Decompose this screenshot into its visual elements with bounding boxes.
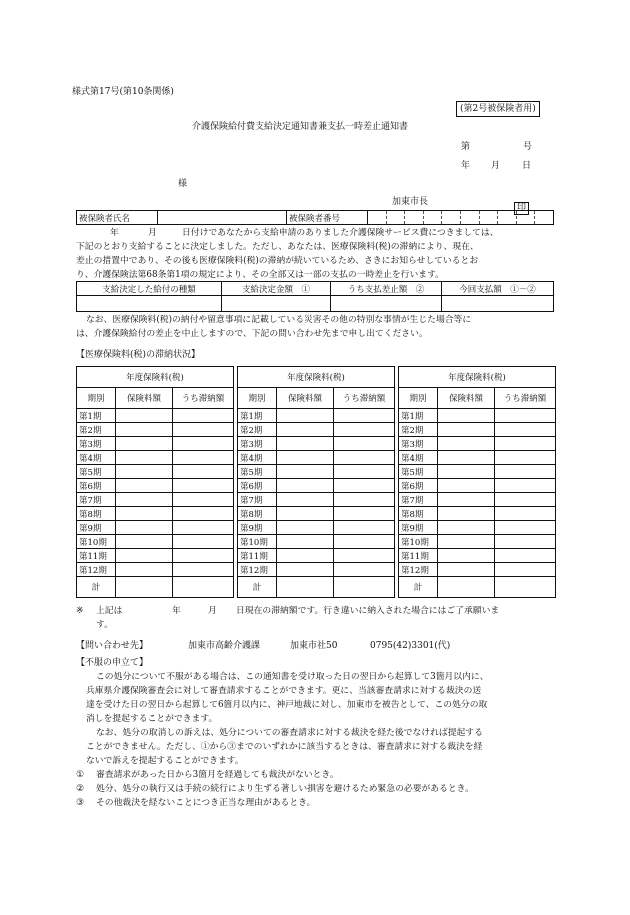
addressee-suffix: 様 xyxy=(178,179,188,189)
period-cell: 第2期 xyxy=(238,423,277,437)
period-cell: 第10期 xyxy=(77,535,116,549)
col-period: 期別 xyxy=(77,388,116,409)
appeal-p1-line: 消しを提起することができます。 xyxy=(86,714,218,724)
period-cell: 第6期 xyxy=(238,479,277,493)
period-cell: 第5期 xyxy=(77,465,116,479)
body1-month: 月 xyxy=(148,228,157,238)
period-cell: 第8期 xyxy=(238,507,277,521)
period-cell: 第7期 xyxy=(238,493,277,507)
period-cell: 第6期 xyxy=(399,479,438,493)
period-cell: 第10期 xyxy=(238,535,277,549)
appeal-p2-line: ことができません。ただし、①から③までのいずれかに該当するときは、審査請求に対する裁決を経 xyxy=(86,742,483,752)
col-premium: 保険料額 xyxy=(116,388,173,409)
inquiry-label: 【問い合わせ先】 xyxy=(76,641,149,651)
payment-header-current: 今回支払額 ①－② xyxy=(442,282,554,296)
form-number: 様式第17号(第10条関係) xyxy=(72,87,174,97)
period-cell: 第8期 xyxy=(77,507,116,521)
note-mark: ※ xyxy=(76,606,84,616)
appeal-item-text: 処分、処分の執行又は手続の続行により生ずる著しい損害を避けるため緊急の必要があるとき。 xyxy=(96,784,474,794)
date-month: 月 xyxy=(491,161,501,171)
payment-cell xyxy=(77,296,222,312)
arrears-block-3 xyxy=(398,366,556,598)
note-text1: 上記は xyxy=(96,606,123,616)
appeal-title: 【不服の申立て】 xyxy=(76,658,149,668)
body2-line2: は、介護保険給付の差止を中止しますので、下記の問い合わせ先まで申し出てください。 xyxy=(76,329,428,339)
insured-table xyxy=(76,210,554,225)
insured-name-cell xyxy=(158,211,287,225)
total-cell: 計 xyxy=(399,577,438,598)
body2-line1: なお、医療保険料(税)の納付や留意事項に記載している災害その他の特別な事情が生じた場合等に xyxy=(86,315,472,325)
arrears-year-header: 年度保険料(税) xyxy=(399,367,556,388)
appeal-p2-line: ないで訴えを提起することができます。 xyxy=(86,756,244,766)
appeal-item-mark: ① xyxy=(76,770,84,780)
appeal-item xyxy=(76,768,556,782)
body1-year: 年 xyxy=(110,228,119,238)
insured-number-cell xyxy=(368,211,554,225)
insured-name-label: 被保険者氏名 xyxy=(77,211,158,225)
body1-text-c: 差止の措置中であり、その後も医療保険料(税)の滞納が続いているため、さきにお知らせしているとお xyxy=(76,256,479,266)
arrears-year-header: 年度保険料(税) xyxy=(238,367,395,388)
arrears-block-2 xyxy=(237,366,395,598)
period-cell: 第1期 xyxy=(77,409,116,423)
date-year: 年 xyxy=(461,161,471,171)
insured-number-label: 被保険者番号 xyxy=(287,211,368,225)
period-cell: 第3期 xyxy=(77,437,116,451)
total-cell: 計 xyxy=(77,577,116,598)
issuer: 加東市長 xyxy=(392,197,429,207)
arrears-tables xyxy=(76,366,556,598)
seal-text: 印 xyxy=(514,202,529,215)
period-cell: 第12期 xyxy=(77,563,116,577)
appeal-item-text: 審査請求があった日から3箇月を経過しても裁決がないとき。 xyxy=(96,770,339,780)
period-cell: 第9期 xyxy=(77,521,116,535)
payment-table xyxy=(76,281,554,312)
period-cell: 第11期 xyxy=(399,549,438,563)
period-cell: 第1期 xyxy=(238,409,277,423)
col-arrears: うち滞納額 xyxy=(334,388,395,409)
doc-no-go: 号 xyxy=(523,142,533,152)
payment-cell xyxy=(222,296,331,312)
appeal-p1-line: 達を受けた日の翌日から起算して6箇月以内に、神戸地裁に対し、加東市を被告として、この処分の取 xyxy=(86,700,488,710)
inquiry-dept: 加東市高齢介護課 xyxy=(188,641,261,651)
period-cell: 第6期 xyxy=(77,479,116,493)
doc-no-dai: 第 xyxy=(461,142,471,152)
arrears-note xyxy=(76,604,556,632)
appeal-body xyxy=(76,670,556,810)
col-arrears: うち滞納額 xyxy=(495,388,556,409)
period-cell: 第3期 xyxy=(399,437,438,451)
appeal-p2-line: なお、処分の取消しの訴えは、処分についての審査請求に対する裁決を経た後でなければ提起する xyxy=(96,728,483,738)
period-cell: 第12期 xyxy=(399,563,438,577)
appeal-item xyxy=(76,782,556,796)
period-cell: 第8期 xyxy=(399,507,438,521)
document-title: 介護保険給付費支給決定通知書兼支払一時差止通知書 xyxy=(192,122,409,132)
period-cell: 第9期 xyxy=(399,521,438,535)
payment-header-kind: 支給決定した給付の種類 xyxy=(77,282,222,296)
arrears-block-1 xyxy=(76,366,234,598)
period-cell: 第4期 xyxy=(399,451,438,465)
note-year: 年 xyxy=(172,606,181,616)
note-month: 月 xyxy=(208,606,217,616)
period-cell: 第7期 xyxy=(77,493,116,507)
period-cell: 第11期 xyxy=(77,549,116,563)
arrears-year-header: 年度保険料(税) xyxy=(77,367,234,388)
body-paragraph-2 xyxy=(76,313,556,341)
period-cell: 第4期 xyxy=(77,451,116,465)
period-cell: 第10期 xyxy=(399,535,438,549)
note-text3: す。 xyxy=(96,620,113,630)
period-cell: 第11期 xyxy=(238,549,277,563)
period-cell: 第12期 xyxy=(238,563,277,577)
period-cell: 第3期 xyxy=(238,437,277,451)
target-label: (第2号被保険者用) xyxy=(456,101,540,117)
col-premium: 保険料額 xyxy=(277,388,334,409)
period-cell: 第5期 xyxy=(238,465,277,479)
appeal-item-mark: ② xyxy=(76,784,84,794)
body1-text-d: り、介護保険法第68条第1項の規定により、その全部又は一部の支払の一時差止を行います。 xyxy=(76,270,444,280)
col-period: 期別 xyxy=(238,388,277,409)
col-premium: 保険料額 xyxy=(438,388,495,409)
period-cell: 第2期 xyxy=(77,423,116,437)
arrears-title: 【医療保険料(税)の滞納状況】 xyxy=(76,350,201,360)
date-day: 日 xyxy=(522,161,532,171)
body1-text-b: 下記のとおり支給することに決定しました。ただし、あなたは、医療保険料(税)の滞納により、現在、 xyxy=(76,242,479,252)
appeal-item xyxy=(76,796,556,810)
period-cell: 第9期 xyxy=(238,521,277,535)
appeal-p1-line: この処分について不服がある場合は、この通知書を受け取った日の翌日から起算して3箇月以内に、 xyxy=(96,672,489,682)
body1-text-a: 日付けであなたから支給申請のありました介護保険サービス費につきましては、 xyxy=(182,228,499,238)
period-cell: 第4期 xyxy=(238,451,277,465)
col-arrears: うち滞納額 xyxy=(173,388,234,409)
payment-header-withheld: うち支払差止額 ② xyxy=(331,282,442,296)
total-cell: 計 xyxy=(238,577,277,598)
inquiry-phone: 0795(42)3301(代) xyxy=(370,641,451,651)
appeal-p1-line: 兵庫県介護保険審査会に対して審査請求することができます。更に、当該審査請求に対する裁決の送 xyxy=(86,686,482,696)
period-cell: 第1期 xyxy=(399,409,438,423)
inquiry-address: 加東市社50 xyxy=(290,641,338,651)
appeal-item-text: その他裁決を経ないことにつき正当な理由があるとき。 xyxy=(96,798,316,808)
col-period: 期別 xyxy=(399,388,438,409)
payment-header-amount: 支給決定金額 ① xyxy=(222,282,331,296)
payment-cell xyxy=(331,296,442,312)
payment-cell xyxy=(442,296,554,312)
body-paragraph-1 xyxy=(76,226,556,282)
period-cell: 第7期 xyxy=(399,493,438,507)
note-text2: 日現在の滞納額です。行き違いに納入された場合にはご了承願いま xyxy=(236,606,500,616)
period-cell: 第2期 xyxy=(399,423,438,437)
period-cell: 第5期 xyxy=(399,465,438,479)
appeal-item-mark: ③ xyxy=(76,798,84,808)
